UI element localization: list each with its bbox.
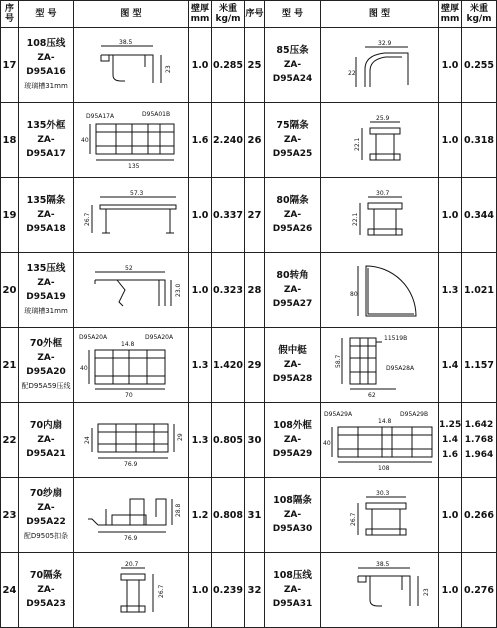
item-number: 25	[245, 28, 265, 103]
model-cell	[19, 478, 74, 553]
header-no: 序号	[1, 1, 19, 28]
item-number: 20	[1, 253, 19, 328]
item-number: 27	[245, 178, 265, 253]
weight-per-meter: 1.157	[462, 328, 497, 403]
profile-drawing-28	[330, 260, 430, 320]
wall-thickness: 1.0	[439, 178, 462, 253]
wall-thickness: 1.0	[439, 28, 462, 103]
table-row	[1, 28, 497, 103]
table-row	[1, 328, 497, 403]
profile-name: 135外框	[26, 120, 66, 131]
profile-drawing	[74, 403, 189, 478]
dim-height: 26.7	[158, 584, 165, 598]
profile-name: 135压线	[26, 263, 66, 274]
dim-height: 23	[422, 588, 430, 596]
profile-code: ZA-D95A31	[272, 585, 313, 609]
table-row	[1, 478, 497, 553]
profile-drawing	[321, 103, 439, 178]
profile-drawing-32	[330, 560, 430, 620]
header-row	[1, 1, 497, 28]
dim-width: 108	[377, 465, 389, 472]
weight-per-meter: 0.255	[462, 28, 497, 103]
tag-a: D95A29A	[323, 411, 352, 418]
dim-height: 29	[177, 433, 184, 441]
profile-code: ZA-D95A18	[26, 210, 66, 234]
header-model: 型 号	[265, 1, 321, 28]
profile-code: ZA-D95A27	[272, 285, 313, 309]
wall-thickness: 1.0	[189, 28, 212, 103]
profile-drawing-18	[76, 110, 186, 170]
dim-height: 22.1	[351, 212, 359, 226]
weight-per-meter: 0.805	[212, 403, 245, 478]
dim-height: 40	[80, 365, 88, 372]
dim-width: 57.3	[130, 190, 144, 197]
wall-thickness: 1.0	[189, 553, 212, 628]
profile-drawing-22	[76, 412, 186, 468]
header-weight: 米重 kg/m	[212, 1, 245, 28]
model-cell	[265, 103, 321, 178]
profile-drawing	[321, 253, 439, 328]
wall-thickness: 1.3	[189, 403, 212, 478]
model-cell	[265, 28, 321, 103]
profile-name: 85压条	[276, 45, 309, 56]
profile-code: ZA-D95A25	[272, 135, 313, 159]
wall-thickness: 1.2	[189, 478, 212, 553]
profile-drawing-27	[330, 187, 430, 243]
dim-height: 22.1	[353, 137, 361, 151]
profile-note: 配D95A59压线	[21, 382, 71, 390]
profile-code: ZA-D95A21	[26, 435, 66, 459]
weight-per-meter: 0.285	[212, 28, 245, 103]
dim-width: 76.9	[124, 461, 138, 468]
wall-thickness: 1.0	[439, 103, 462, 178]
dim-height-2: 24	[84, 436, 91, 444]
tag-a: D95A17A	[86, 113, 115, 120]
profile-note: 玻璃槽31mm	[24, 307, 68, 315]
dim-width: 62	[367, 392, 376, 399]
wall-thickness: 1.0	[189, 253, 212, 328]
dim-width: 135	[128, 163, 140, 170]
wall-thickness: 1.3	[189, 328, 212, 403]
tag-a: D95A20A	[79, 334, 108, 341]
profile-name: 70纱扇	[29, 488, 63, 499]
weight-per-meter: 0.239	[212, 553, 245, 628]
dim-width: 30.7	[375, 190, 389, 197]
profile-name: 108隔条	[273, 495, 312, 506]
dim-mid: 14.8	[377, 418, 391, 425]
dim-height: 28.8	[175, 503, 182, 517]
wall-thickness: 1.4	[439, 328, 462, 403]
item-number: 24	[1, 553, 19, 628]
profile-name: 70内扇	[29, 420, 63, 431]
dim-height: 58.7	[334, 354, 342, 368]
profile-code: ZA-D95A20	[26, 353, 66, 377]
profile-drawing-31	[330, 487, 430, 543]
table-row	[1, 253, 497, 328]
model-cell	[19, 328, 74, 403]
profile-drawing-17	[81, 37, 181, 93]
model-cell	[19, 103, 74, 178]
tag-b: D95A20A	[145, 334, 174, 341]
item-number: 28	[245, 253, 265, 328]
model-cell	[265, 403, 321, 478]
weight-per-meter: 1.642 1.768 1.964	[462, 403, 497, 478]
tag-b: D95A01B	[142, 111, 171, 118]
model-cell	[265, 178, 321, 253]
table-row	[1, 553, 497, 628]
wall-thickness: 1.25 1.4 1.6	[439, 403, 462, 478]
header-figure: 图 型	[74, 1, 189, 28]
profile-name: 108压线	[273, 570, 312, 581]
item-number: 32	[245, 553, 265, 628]
weight-per-meter: 0.344	[462, 178, 497, 253]
dim-height: 23.0	[175, 283, 182, 297]
dim-height: 22	[347, 70, 356, 77]
wall-thickness: 1.0	[439, 553, 462, 628]
table-row	[1, 103, 497, 178]
header-no: 序号	[245, 1, 265, 28]
profile-code: ZA-D95A23	[26, 585, 66, 609]
profile-name: 假中梃	[278, 345, 307, 356]
item-number: 22	[1, 403, 19, 478]
profile-name: 135隔条	[26, 195, 66, 206]
table-row	[1, 178, 497, 253]
item-number: 21	[1, 328, 19, 403]
item-number: 26	[245, 103, 265, 178]
wall-thickness: 1.6	[189, 103, 212, 178]
weight-per-meter: 0.323	[212, 253, 245, 328]
dim-height: 40	[81, 137, 89, 144]
wall-thickness: 1.0	[189, 178, 212, 253]
weight-per-meter: 2.240	[212, 103, 245, 178]
wall-thickness: 1.0	[439, 478, 462, 553]
header-model: 型 号	[19, 1, 74, 28]
weight-per-meter: 0.337	[212, 178, 245, 253]
item-number: 30	[245, 403, 265, 478]
profile-drawing	[321, 403, 439, 478]
model-cell	[19, 403, 74, 478]
model-cell	[19, 553, 74, 628]
dim-width: 30.3	[375, 490, 389, 497]
profile-note: 玻璃槽31mm	[24, 82, 68, 90]
dim-width: 38.5	[375, 561, 389, 568]
profile-code: ZA-D95A24	[272, 60, 313, 84]
weight-per-meter: 0.276	[462, 553, 497, 628]
weight-per-meter: 0.808	[212, 478, 245, 553]
profile-name: 70外框	[29, 338, 63, 349]
weight-per-meter: 0.266	[462, 478, 497, 553]
weight-per-meter: 1.420	[212, 328, 245, 403]
item-number: 17	[1, 28, 19, 103]
profile-name: 108外框	[273, 420, 312, 431]
dim-mid: 14.8	[121, 341, 135, 348]
header-figure: 图 型	[321, 1, 439, 28]
model-cell	[265, 328, 321, 403]
table-row	[1, 403, 497, 478]
profile-drawing-19	[76, 187, 186, 243]
profile-drawing-24	[81, 560, 181, 620]
profile-code: ZA-D95A22	[26, 503, 66, 527]
item-number: 29	[245, 328, 265, 403]
header-wall: 壁厚 mm	[189, 1, 212, 28]
profile-code: ZA-D95A28	[272, 360, 313, 384]
profile-note: 配D9505扣条	[23, 532, 69, 540]
profile-drawing-21	[75, 332, 187, 398]
dim-width: 25.9	[375, 115, 389, 122]
profile-code: ZA-D95A16	[26, 53, 66, 77]
model-cell	[265, 478, 321, 553]
profile-drawing	[321, 328, 439, 403]
profile-drawing	[321, 553, 439, 628]
dim-width: 70	[125, 392, 133, 399]
header-weight: 米重 kg/m	[462, 1, 497, 28]
dim-height: 40	[322, 440, 331, 447]
profile-drawing	[74, 553, 189, 628]
profile-code: ZA-D95A17	[26, 135, 66, 159]
dim-width: 32.9	[377, 40, 391, 47]
model-cell	[265, 553, 321, 628]
tag-b: D95A29B	[399, 411, 428, 418]
profile-name: 80隔条	[276, 195, 309, 206]
wall-thickness: 1.3	[439, 253, 462, 328]
dim-width: 38.5	[119, 39, 133, 46]
item-number: 19	[1, 178, 19, 253]
dim-height: 80	[349, 291, 358, 298]
profile-drawing	[321, 178, 439, 253]
profile-drawing-30	[322, 409, 438, 471]
tag-b: D95A28A	[385, 365, 414, 372]
profile-code: ZA-D95A19	[26, 278, 66, 302]
profile-drawing	[74, 328, 189, 403]
model-cell	[265, 253, 321, 328]
dim-width: 52	[125, 265, 133, 272]
weight-per-meter: 0.318	[462, 103, 497, 178]
profile-drawing-29	[324, 332, 436, 398]
profile-code: ZA-D95A26	[272, 210, 313, 234]
item-number: 23	[1, 478, 19, 553]
profile-name: 80转角	[276, 270, 309, 281]
profile-drawing	[74, 253, 189, 328]
profile-name: 75隔条	[276, 120, 309, 131]
profile-drawing-26	[330, 112, 430, 168]
profile-drawing-25	[330, 37, 430, 93]
model-cell	[19, 178, 74, 253]
profile-drawing	[74, 103, 189, 178]
profile-drawing	[74, 478, 189, 553]
profile-drawing-23	[76, 487, 186, 543]
profile-drawing	[321, 478, 439, 553]
dim-height: 26.7	[84, 212, 91, 226]
item-number: 31	[245, 478, 265, 553]
dim-height: 26.7	[349, 512, 357, 526]
item-number: 18	[1, 103, 19, 178]
dim-width: 76.9	[124, 535, 138, 542]
profile-code: ZA-D95A30	[272, 510, 313, 534]
weight-per-meter: 1.021	[462, 253, 497, 328]
model-cell	[19, 253, 74, 328]
model-cell	[19, 28, 74, 103]
header-wall: 壁厚 mm	[439, 1, 462, 28]
tag-a: 11519B	[383, 335, 407, 342]
profile-code: ZA-D95A29	[272, 435, 313, 459]
profile-drawing	[74, 28, 189, 103]
profile-name: 70隔条	[29, 570, 63, 581]
dim-height: 23	[165, 65, 172, 73]
profile-drawing	[74, 178, 189, 253]
profile-name: 108压线	[26, 38, 66, 49]
profile-drawing-20	[81, 262, 181, 318]
profile-drawing	[321, 28, 439, 103]
dim-width: 20.7	[125, 561, 139, 568]
